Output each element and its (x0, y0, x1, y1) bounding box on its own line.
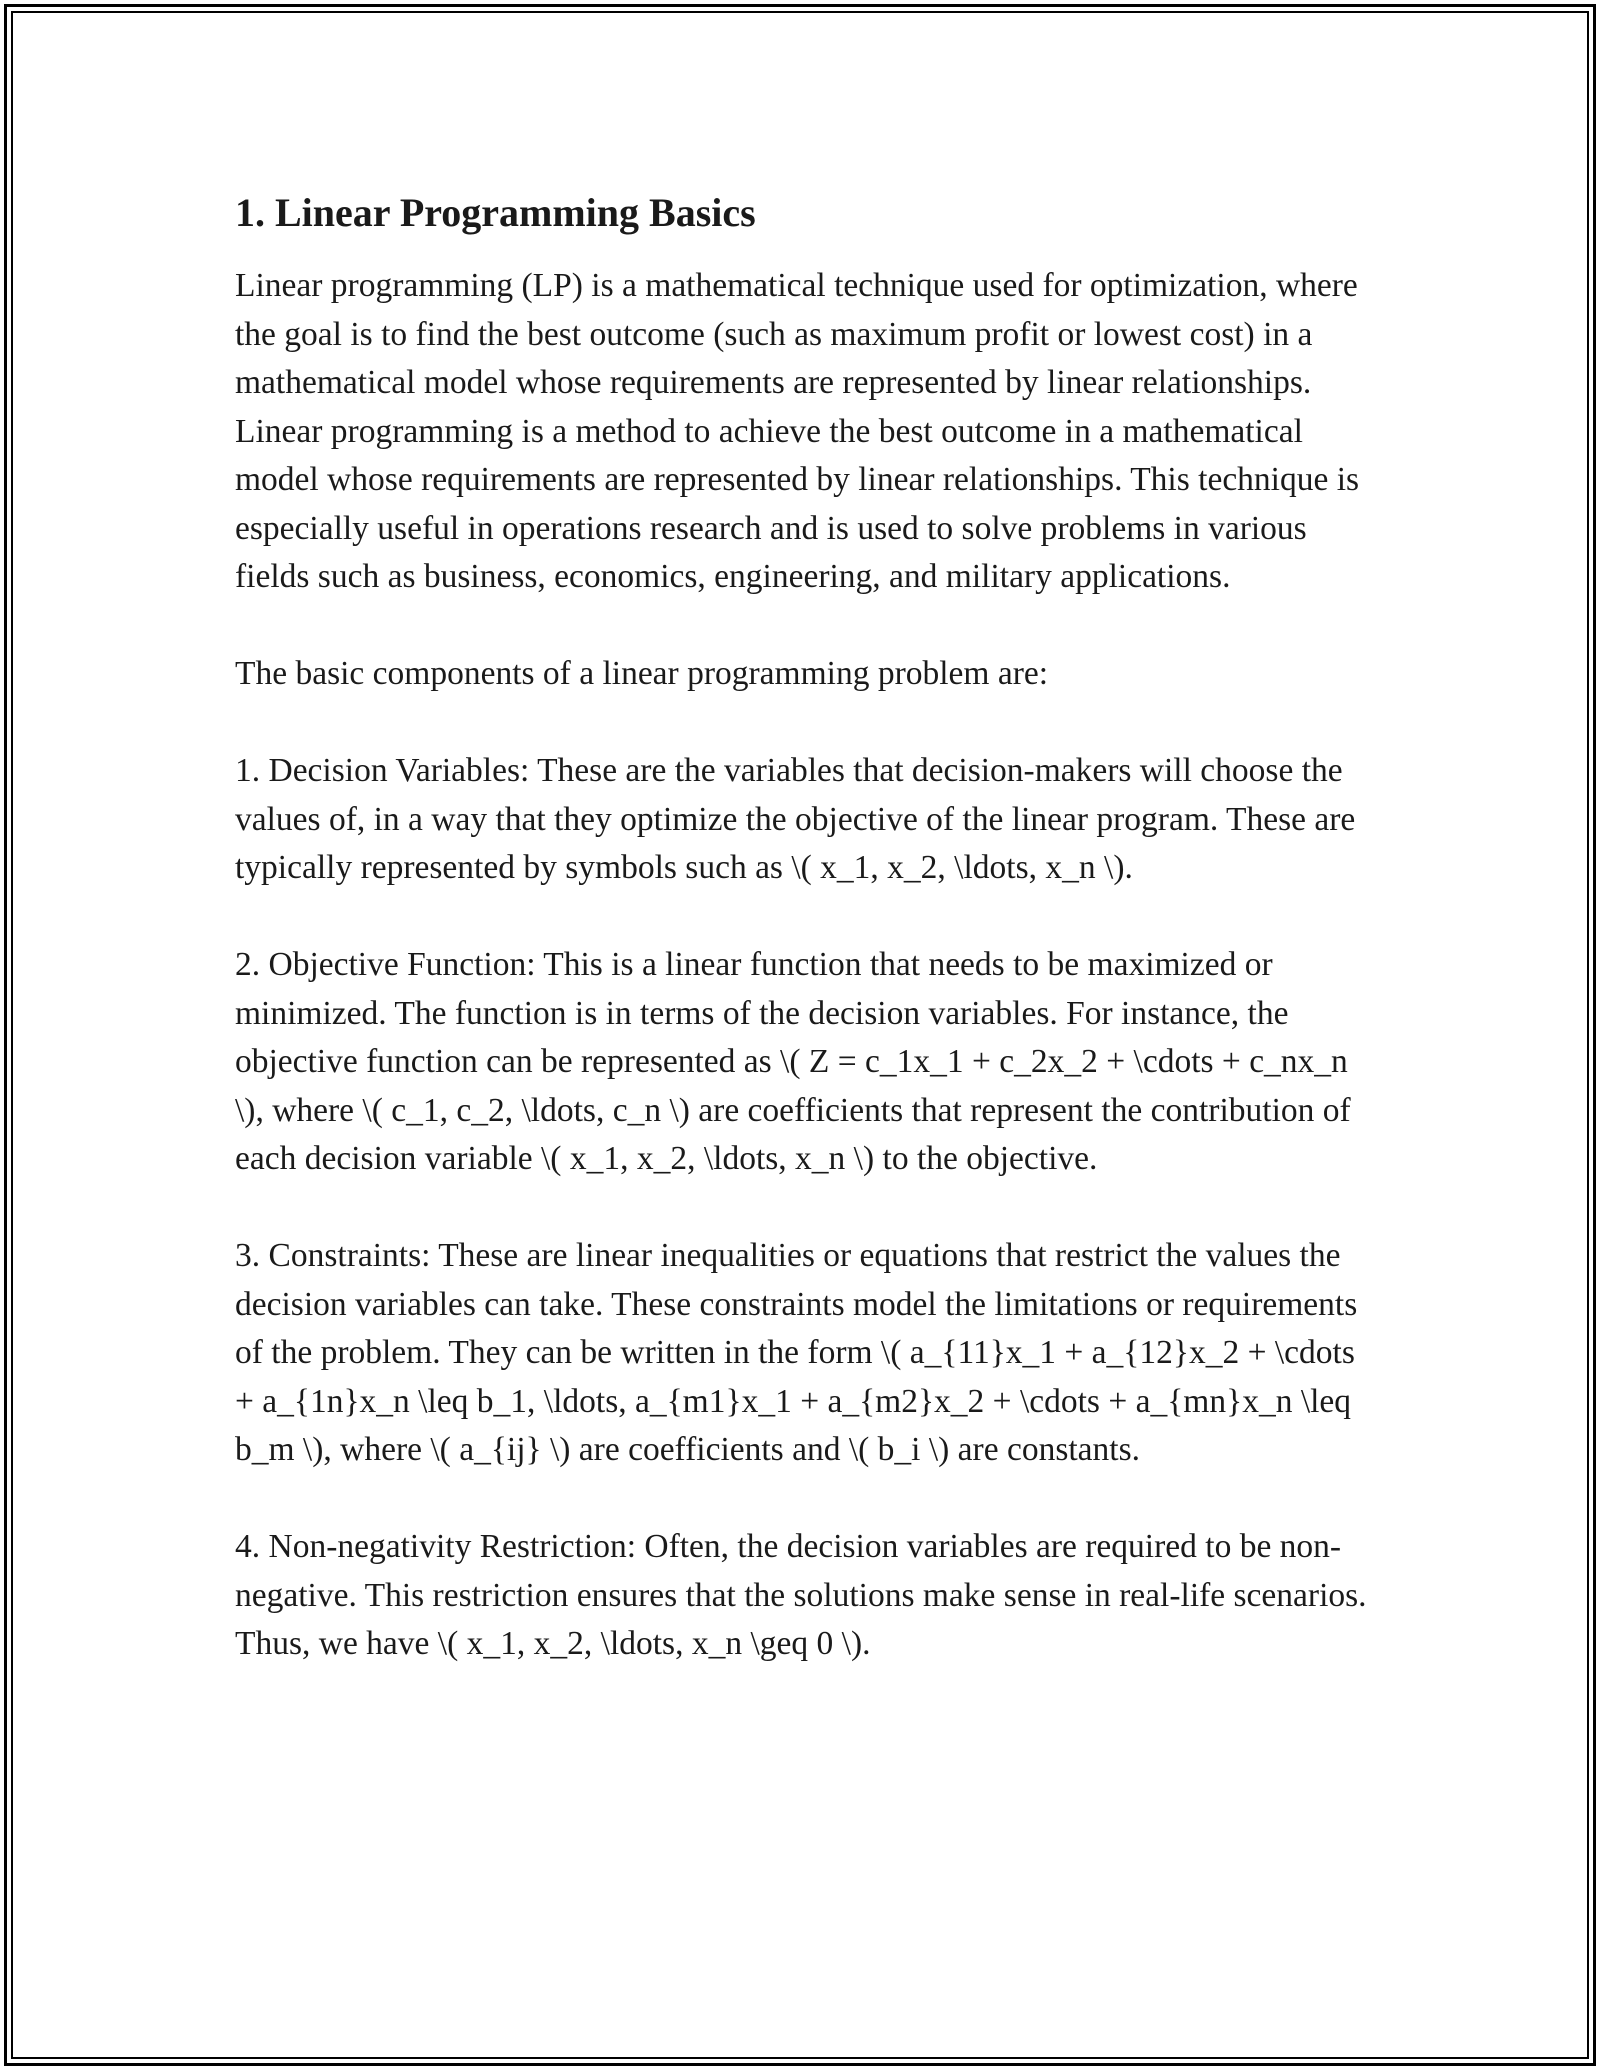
section-title: 1. Linear Programming Basics (235, 190, 756, 235)
non-negativity-paragraph: 4. Non-negativity Restriction: Often, the decision variables are required to be non-negative. This restriction ensures that the solutions make sense in real-life scenarios. Thus, we have \( x_1, x_2, \ldots, x_n \geq 0 \). (235, 1528, 1367, 1662)
objective-function-paragraph: 2. Objective Function: This is a linear function that needs to be maximized or minimized. The function is in terms of the decision variables. For instance, the objective function can be represented as \( Z = c_1x_1 + c_2x_2 + \cdots + c_nx_n \), where \( c_1, c_2, \ldots, c_n \) are coefficients that represent the contribution of each decision variable \( x_1, x_2, \ldots, x_n \) to the objective. (235, 946, 1351, 1177)
document-body (235, 186, 1370, 1717)
decision-variables-paragraph: 1. Decision Variables: These are the variables that decision-makers will choose the values of, in a way that they optimize the objective of the linear program. These are typically represented by symbols such as \( x_1, x_2, \ldots, x_n \). (235, 752, 1356, 886)
constraints-paragraph: 3. Constraints: These are linear inequalities or equations that restrict the values the decision variables can take. These constraints model the limitations or requirements of the problem. They can be written in the form \( a_{11}x_1 + a_{12}x_2 + \cdots + a_{1n}x_n \leq b_1, \ldots, a_{m1}x_1 + a_{m2}x_2 + \cdots + a_{mn}x_n \leq b_m \), where \( a_{ij} \) are coefficients and \( b_i \) are constants. (235, 1237, 1358, 1468)
components-intro-paragraph: The basic components of a linear programming problem are: (235, 655, 1049, 692)
intro-paragraph: Linear programming (LP) is a mathematical technique used for optimization, where the goal is to find the best outcome (such as maximum profit or lowest cost) in a mathematical model whose requirements are represented by linear relationships. Linear programming is a method to achieve the best outcome in a mathematical model whose requirements are represented by linear relationships. This technique is especially useful in operations research and is used to solve problems in various fields such as business, economics, engineering, and military applications. (235, 267, 1360, 595)
